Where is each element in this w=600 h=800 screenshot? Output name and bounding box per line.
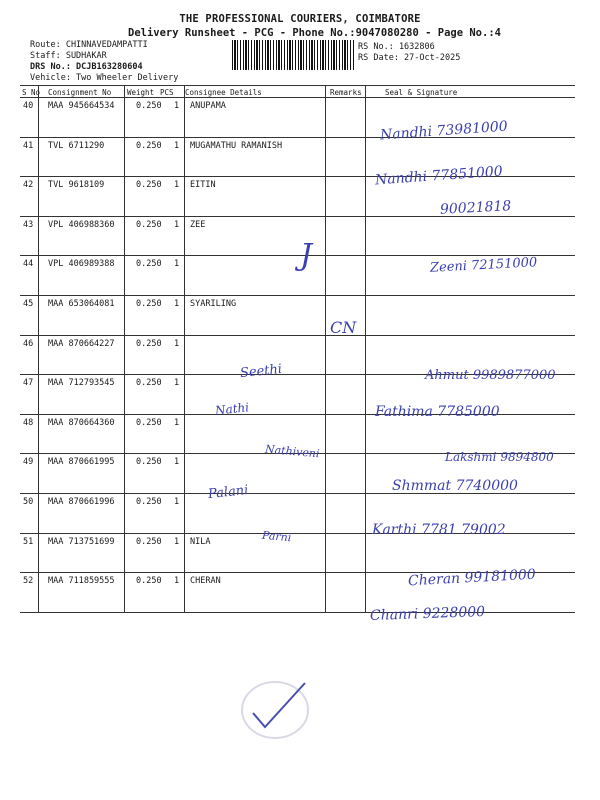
row-consignment-no: MAA 653064081 bbox=[48, 299, 115, 309]
row-consignee-name: NILA bbox=[190, 536, 211, 547]
signature-row-40: Nandhi 73981000 bbox=[379, 118, 509, 144]
signature-row-50b: Shmmat 7740000 bbox=[392, 478, 518, 494]
signature-row-48b: Fathima 7785000 bbox=[375, 404, 500, 420]
runsheet-subtitle: Delivery Runsheet - PCG - Phone No.:9047080280 - Page No.:4 bbox=[128, 27, 501, 39]
row-weight: 0.250 bbox=[136, 180, 162, 191]
signature-row-42: 90021818 bbox=[439, 198, 512, 218]
header-seal-signature: Seal & Signature bbox=[385, 88, 458, 97]
row-weight: 0.250 bbox=[136, 378, 162, 389]
handwriting-row-47a: Seethi bbox=[239, 361, 283, 382]
col-divider bbox=[124, 85, 125, 613]
stamp-checkmark bbox=[235, 665, 345, 745]
row-weight: 0.250 bbox=[136, 338, 162, 349]
row-pcs: 1 bbox=[174, 219, 180, 230]
row-consignment-no: MAA 711859555 bbox=[48, 576, 115, 587]
header-consignment: Consignment No bbox=[48, 88, 112, 97]
row-sno: 47 bbox=[23, 378, 34, 389]
row-consignment-no: TVL 9618109 bbox=[48, 180, 105, 191]
row-divider bbox=[20, 255, 575, 256]
row-consignee-name: CHERAN bbox=[190, 576, 221, 587]
header-sno: S No bbox=[22, 88, 41, 97]
row-divider bbox=[20, 335, 575, 336]
signature-row-41: Nandhi 77851000 bbox=[374, 163, 504, 189]
row-consignment-no: MAA 945664534 bbox=[48, 101, 115, 111]
row-consignee-name: EITIN bbox=[190, 180, 216, 191]
row-pcs: 1 bbox=[174, 378, 180, 389]
row-sno: 44 bbox=[23, 259, 34, 270]
row-weight: 0.250 bbox=[136, 140, 162, 151]
row-weight: 0.250 bbox=[136, 259, 162, 270]
row-consignment-no: MAA 870664360 bbox=[48, 417, 115, 428]
table-header-border bbox=[20, 97, 575, 98]
row-sno: 49 bbox=[23, 457, 34, 468]
row-pcs: 1 bbox=[174, 417, 180, 428]
route-label: Route: CHINNAVEDAMPATTI bbox=[30, 40, 148, 50]
rs-date: RS Date: 27-Oct-2025 bbox=[358, 53, 461, 63]
company-title: THE PROFESSIONAL COURIERS, COIMBATORE bbox=[179, 13, 421, 25]
signature-row-51b: Karthi 7781 79002 bbox=[372, 522, 506, 538]
signature-row-49b: Lakshmi 9894800 bbox=[445, 450, 554, 464]
row-consignee-name: SYARILING bbox=[190, 299, 237, 309]
row-pcs: 1 bbox=[174, 338, 180, 349]
row-sno: 48 bbox=[23, 417, 34, 428]
col-divider bbox=[184, 85, 185, 613]
row-consignee-name: MUGAMATHU RAMANISH bbox=[190, 140, 283, 151]
header-consignee: Consignee Details bbox=[185, 88, 262, 97]
row-sno: 52 bbox=[23, 576, 34, 587]
row-pcs: 1 bbox=[174, 457, 180, 468]
row-consignment-no: MAA 713751699 bbox=[48, 536, 115, 547]
handwriting-row-49a: Nathiveni bbox=[264, 442, 321, 461]
header-weight: Weight bbox=[127, 88, 155, 97]
remark-row-45: CN bbox=[330, 318, 357, 337]
vehicle-label: Vehicle: Two Wheeler Delivery bbox=[30, 73, 179, 83]
col-divider bbox=[38, 85, 39, 613]
row-weight: 0.250 bbox=[136, 576, 162, 587]
row-sno: 46 bbox=[23, 338, 34, 349]
row-consignment-no: MAA 870664227 bbox=[48, 338, 115, 349]
row-weight: 0.250 bbox=[136, 457, 162, 468]
col-divider bbox=[365, 85, 366, 613]
row-divider bbox=[20, 612, 575, 613]
row-divider bbox=[20, 137, 575, 138]
row-pcs: 1 bbox=[174, 299, 180, 309]
handwriting-row-48a: Nathi bbox=[214, 400, 250, 418]
row-sno: 40 bbox=[23, 101, 34, 111]
signature-row-47b: Ahmut 9989877000 bbox=[425, 368, 556, 383]
col-divider bbox=[325, 85, 326, 613]
row-consignment-no: MAA 712793545 bbox=[48, 378, 115, 389]
row-pcs: 1 bbox=[174, 180, 180, 191]
row-consignee-name: ANUPAMA bbox=[190, 101, 226, 111]
row-consignment-no: TVL 6711290 bbox=[48, 140, 105, 151]
row-pcs: 1 bbox=[174, 497, 180, 507]
row-weight: 0.250 bbox=[136, 497, 162, 507]
row-sno: 42 bbox=[23, 180, 34, 191]
signature-row-52a: Cheran 99181000 bbox=[407, 566, 537, 590]
handwriting-row-50a: Palani bbox=[207, 482, 250, 503]
row-weight: 0.250 bbox=[136, 536, 162, 547]
row-pcs: 1 bbox=[174, 536, 180, 547]
row-weight: 0.250 bbox=[136, 417, 162, 428]
drs-number: DRS No.: DCJB163280604 bbox=[30, 62, 143, 72]
row-consignment-no: VPL 406989388 bbox=[48, 259, 115, 270]
row-weight: 0.250 bbox=[136, 299, 162, 309]
row-pcs: 1 bbox=[174, 259, 180, 270]
header-pcs: PCS bbox=[160, 88, 174, 97]
signature-row-52b: Chanri 9228000 bbox=[369, 603, 486, 625]
row-sno: 51 bbox=[23, 536, 34, 547]
row-consignment-no: VPL 406988360 bbox=[48, 219, 115, 230]
rs-number: RS No.: 1632806 bbox=[358, 42, 435, 52]
row-weight: 0.250 bbox=[136, 219, 162, 230]
header-remarks: Remarks bbox=[330, 88, 362, 97]
row-consignment-no: MAA 870661995 bbox=[48, 457, 115, 468]
row-pcs: 1 bbox=[174, 140, 180, 151]
signature-row-44b: Zeeni 72151000 bbox=[429, 255, 538, 276]
barcode bbox=[232, 40, 354, 70]
row-sno: 43 bbox=[23, 219, 34, 230]
row-consignee-name: ZEE bbox=[190, 219, 206, 230]
row-sno: 41 bbox=[23, 140, 34, 151]
table-top-border bbox=[20, 85, 575, 86]
row-pcs: 1 bbox=[174, 576, 180, 587]
row-divider bbox=[20, 216, 575, 217]
handwriting-row-51a: Parni bbox=[261, 528, 292, 545]
row-weight: 0.250 bbox=[136, 101, 162, 111]
row-sno: 50 bbox=[23, 497, 34, 507]
row-pcs: 1 bbox=[174, 101, 180, 111]
row-divider bbox=[20, 295, 575, 296]
scribble-row-44a: J bbox=[300, 238, 313, 273]
staff-label: Staff: SUDHAKAR bbox=[30, 51, 107, 61]
row-consignment-no: MAA 870661996 bbox=[48, 497, 115, 507]
row-sno: 45 bbox=[23, 299, 34, 309]
